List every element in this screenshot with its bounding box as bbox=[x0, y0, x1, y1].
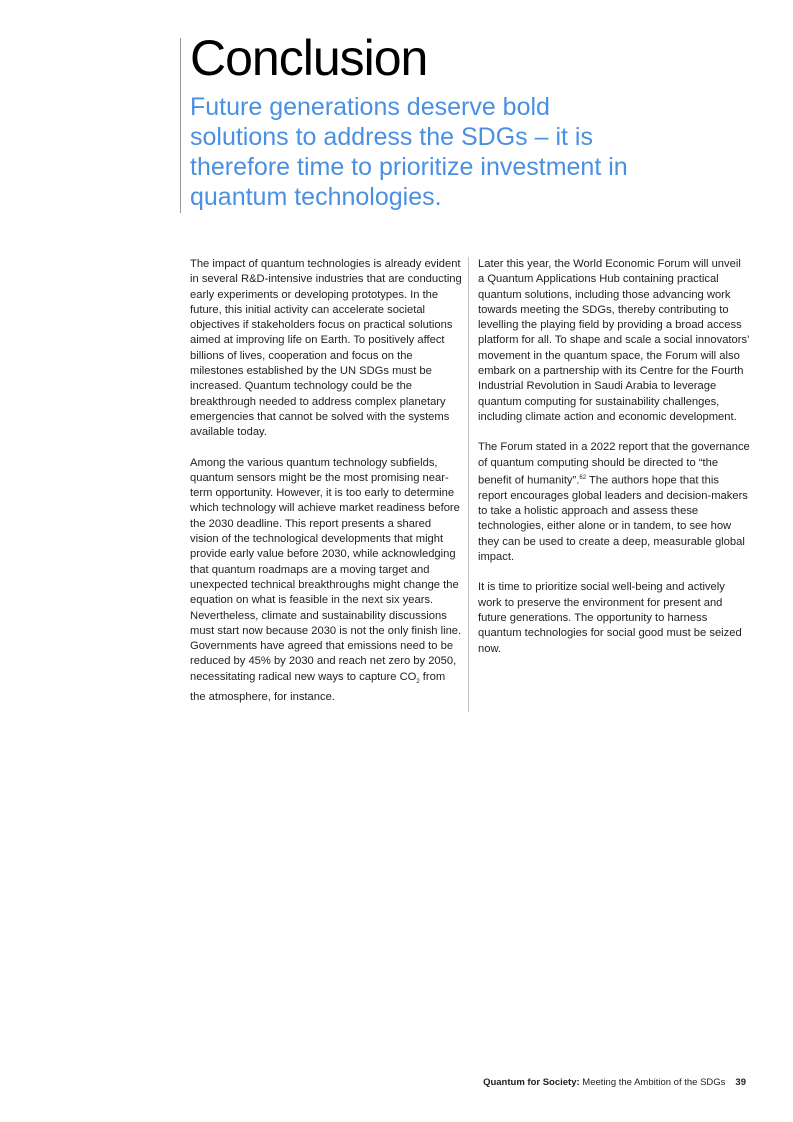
left-paragraph-2-end: from the atmosphere, for instance. bbox=[190, 670, 446, 704]
footer-report-title: Quantum for Society: bbox=[483, 1077, 580, 1088]
page-subtitle: Future generations deserve bold solutions to address the SDGs – it is therefore time to prioritize investment in quantum technologies. bbox=[190, 93, 628, 211]
left-paragraph-1: The impact of quantum technologies is already evident in several R&D-intensive industries that are conducting early experiments or developing prototypes. In the future, this initial activity can accelerate societal objectives if stakeholders focus on practical solutions aimed at improving life on Earth. To positively affect billions of lives, cooperation and focus on the milestones established by the UN SDGs must be increased. Quantum technology could be the breakthrough needed to address complex planetary emergencies that cannot be solved with the systems available today. bbox=[190, 258, 462, 439]
left-column bbox=[190, 257, 462, 721]
page-footer bbox=[483, 1077, 746, 1088]
left-paragraph-2-main: Among the various quantum technology subfields, quantum sensors might be the most promising near-term opportunity. However, it is too early to determine which technology will achieve market readiness before the 2030 deadline. This report presents a shared vision of the technological developments that might provide early value before 2030, while acknowledging that quantum roadmaps are a moving target and unexpected technical breakthroughs might change the equation on what is feasible in the next six years. Nevertheless, climate and sustainability discussions must start now because 2030 is not the only finish line. Governments have agreed that emissions need to be reduced by 45% by 2030 and reach net zero by 2050, necessitating radical new ways to capture bbox=[190, 456, 462, 683]
co2-subscript: 2 bbox=[416, 678, 420, 685]
right-paragraph-2-start: The Forum stated in a 2022 report that the governance of quantum computing should be directed to “the benefit of humanity”. bbox=[478, 441, 750, 487]
right-paragraph-1: Later this year, the World Economic Forum will unveil a Quantum Applications Hub containing practical quantum solutions, including those advancing work towards meeting the SDGs, thereby contributing to levelling the playing field by providing a broad access platform for all. To shape and scale a social innovators’ movement in the quantum space, the Forum will also embark on a partnership with its Centre for the Fourth Industrial Revolution in Saudi Arabia to leverage quantum computing for sustainability challenges, including climate action and economic development. bbox=[478, 258, 750, 423]
footer-report-subtitle: Meeting the Ambition of the SDGs bbox=[579, 1077, 726, 1088]
right-paragraph-3: It is time to prioritize social well-being and actively work to preserve the environment for present and future generations. The opportunity to harness quantum technologies for social good must be seized now. bbox=[478, 581, 742, 655]
column-divider-line bbox=[468, 257, 469, 712]
page-number: 39 bbox=[735, 1077, 746, 1088]
page-title: Conclusion bbox=[190, 30, 428, 86]
right-paragraph-2-end: The authors hope that this report encourages global leaders and decision-makers to take a holistic approach and assess these technologies, either alone or in tandem, to see how they can be used to create a deep, measurable global impact. bbox=[478, 474, 748, 564]
title-divider-line bbox=[180, 38, 181, 213]
footnote-reference[interactable]: 62 bbox=[579, 474, 587, 481]
right-paragraph-2 bbox=[478, 440, 750, 565]
left-paragraph-2 bbox=[190, 456, 462, 706]
co2-text: CO bbox=[399, 670, 417, 683]
right-column bbox=[478, 257, 750, 672]
